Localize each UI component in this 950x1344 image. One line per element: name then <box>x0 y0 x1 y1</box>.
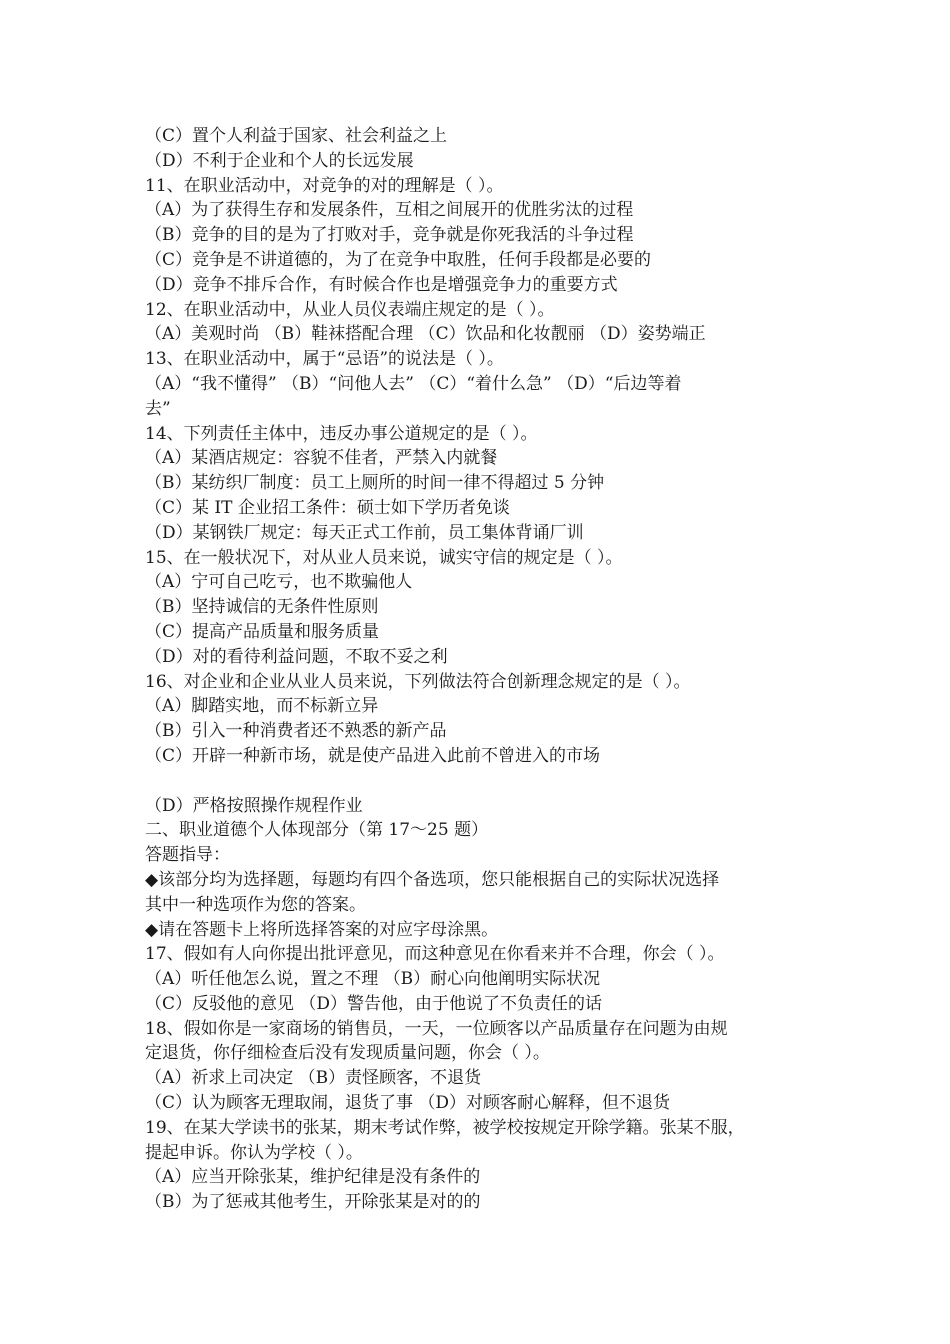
question-13-options: （A）“我不懂得” （B）“问他人去” （C）“着什么急” （D）“后边等着 <box>145 373 682 394</box>
question-12: 12、在职业活动中，从业人员仪表端庄规定的是（ ）。 <box>145 299 555 320</box>
option-c-line: （C）置个人利益于国家、社会利益之上 <box>145 126 448 146</box>
instruction-1: ◆该部分均为选择题，每题均有四个备选项，您只能根据自己的实际状况选择 <box>145 869 720 890</box>
question-14-option-d: （D）某钢铁厂规定：每天正式工作前，员工集体背诵厂训 <box>145 522 584 543</box>
instructions-label: 答题指导： <box>145 845 230 866</box>
question-15-option-d: （D）对的看待利益问题，不取不妥之利 <box>145 646 448 667</box>
question-17-options-cd: （C）反驳他的意见 （D）警告他，由于他说了不负责任的话 <box>145 993 603 1014</box>
question-19-cont: 提起申诉。你认为学校（ ）。 <box>145 1142 363 1163</box>
question-11: 11、在职业活动中，对竞争的对的理解是（ ）。 <box>145 175 504 196</box>
blank-line <box>145 769 815 794</box>
instruction-1-cont: 其中一种选项作为您的答案。 <box>145 894 366 915</box>
question-15-option-c: （C）提高产品质量和服务质量 <box>145 621 380 642</box>
question-18-options-ab: （A）祈求上司决定 （B）责怪顾客，不退货 <box>145 1068 482 1089</box>
question-14-option-b: （B）某纺织厂制度：员工上厕所的时间一律不得超过 5 分钟 <box>145 473 605 494</box>
question-12-options: （A）美观时尚 （B）鞋袜搭配合理 （C）饮品和化妆靓丽 （D）姿势端正 <box>145 324 706 345</box>
question-14-option-a: （A）某酒店规定：容貌不佳者，严禁入内就餐 <box>145 448 498 469</box>
question-16: 16、对企业和企业从业人员来说，下列做法符合创新理念规定的是（ ）。 <box>145 671 691 692</box>
question-18: 18、假如你是一家商场的销售员，一天，一位顾客以产品质量存在问题为由规 <box>145 1018 728 1039</box>
section-heading: 二、职业道德个人体现部分（第 17～25 题） <box>145 820 489 841</box>
question-11-option-b: （B）竞争的目的是为了打败对手，竞争就是你死我活的斗争过程 <box>145 225 634 246</box>
question-11-option-d: （D）竞争不排斥合作，有时候合作也是增强竞争力的重要方式 <box>145 274 618 295</box>
question-19-option-b: （B）为了惩戒其他考生，开除张某是对的的 <box>145 1192 481 1213</box>
question-13-options-cont: 去” <box>145 398 171 419</box>
question-13: 13、在职业活动中，属于“忌语”的说法是（ ）。 <box>145 349 504 370</box>
question-15: 15、在一般状况下，对从业人员来说，诚实守信的规定是（ ）。 <box>145 547 623 568</box>
question-19: 19、在某大学读书的张某，期末考试作弊，被学校按规定开除学籍。张某不服， <box>145 1117 745 1138</box>
question-11-option-c: （C）竞争是不讲道德的，为了在竞争中取胜，任何手段都是必要的 <box>145 249 652 270</box>
question-17-options-ab: （A）听任他怎么说，置之不理 （B）耐心向他阐明实际状况 <box>145 969 601 990</box>
instruction-2: ◆请在答题卡上将所选择答案的对应字母涂黑。 <box>145 919 499 940</box>
question-16-option-a: （A）脚踏实地，而不标新立异 <box>145 696 379 717</box>
question-16-option-d: （D）严格按照操作规程作业 <box>145 795 363 816</box>
question-17: 17、假如有人向你提出批评意见，而这种意见在你看来并不合理，你会（ ）。 <box>145 944 725 965</box>
question-16-option-b: （B）引入一种消费者还不熟悉的新产品 <box>145 721 447 742</box>
question-18-cont: 定退货，你仔细检查后没有发现质量问题，你会（ ）。 <box>145 1043 550 1064</box>
question-18-options-cd: （C）认为顾客无理取闹，退货了事 （D）对顾客耐心解释，但不退货 <box>145 1093 671 1114</box>
question-11-option-a: （A）为了获得生存和发展条件，互相之间展开的优胜劣汰的过程 <box>145 200 634 221</box>
option-d-line: （D）不利于企业和个人的长远发展 <box>145 150 414 171</box>
document-body <box>145 124 815 1215</box>
question-14: 14、下列责任主体中，违反办事公道规定的是（ ）。 <box>145 423 538 444</box>
question-15-option-a: （A）宁可自己吃亏，也不欺骗他人 <box>145 572 413 593</box>
question-15-option-b: （B）坚持诚信的无条件性原则 <box>145 597 379 618</box>
question-16-option-c: （C）开辟一种新市场，就是使产品进入此前不曾进入的市场 <box>145 745 601 766</box>
question-14-option-c: （C）某 IT 企业招工条件：硕士如下学历者免谈 <box>145 497 510 518</box>
question-19-option-a: （A）应当开除张某，维护纪律是没有条件的 <box>145 1167 481 1188</box>
